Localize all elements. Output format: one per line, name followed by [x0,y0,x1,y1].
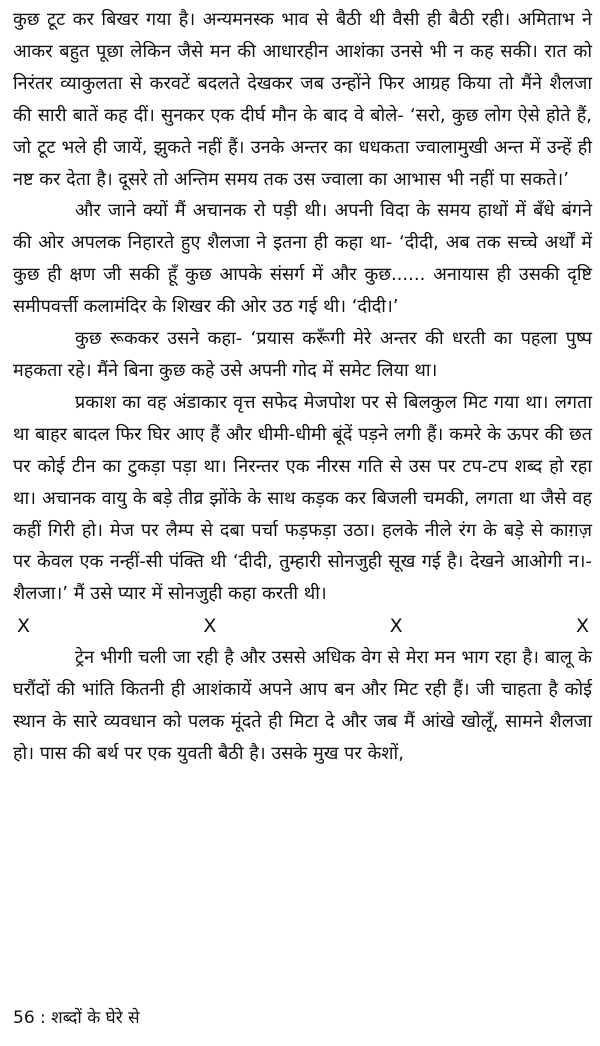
section-separator [13,610,592,642]
separator-mark-3: X [389,615,403,638]
paragraph-4: प्रकाश का वह अंडाकार वृत्त सफेद मेजपोश पर से बिलकुल मिट गया था। लगता था बाहर बादल फिर घिर आए हैं और धीमी-धीमी बूंदें पड़ने लगी हैं। कमरे के ऊपर की छत पर कोई टीन का टुकड़ा पड़ा था। निरन्तर एक नीरस गति से उस पर टप-टप शब्द हो रहा था। अचानक वायु के बड़े तीव्र झोंके के साथ कड़क कर बिजली चमकी, लगता था जैसे वह कहीं गिरी हो। मेज पर लैम्प से दबा पर्चा फड़फड़ा उठा। हलके नीले रंग के बड़े से काग़ज़ पर केवल एक नन्हीं-सी पंक्ति थी ‘दीदी, तुम्हारी सोनजुही सूख गई है। देखने आओगी न।- शैलजा।’ मैं उसे प्यार में सोनजुही कहा करती थी। [13,391,592,605]
separator-mark-4: X [575,615,589,638]
paragraph-5: ट्रेन भीगी चली जा रही है और उससे अधिक वेग से मेरा मन भाग रहा है। बालू के घरौंदों की भांति कितनी ही आशंकायें अपने आप बन और मिट रही हैं। जी चाहता है कोई स्थान के सारे व्यवधान को पलक मूंदते ही मिटा दे और जब मैं आंखे खोलूँ, सामने शैलजा हो। पास की बर्थ पर एक युवती बैठी है। उसके मुख पर केशों, [13,647,592,764]
separator-mark-1: X [17,615,31,638]
paragraph-1: कुछ टूट कर बिखर गया है। अन्यमनस्क भाव से बैठी थी वैसी ही बैठी रही। अमिताभ ने आकर बहुत पूछा लेकिन जैसे मन की आधारहीन आशंका उनसे भी न कह सकी। रात को निरंतर व्याकुलता से करवटें बदलते देखकर जब उन्होंने फिर आग्रह किया तो मैंने शैलजा की सारी बातें कह दीं। सुनकर एक दीर्घ मौन के बाद वे बोले- ‘सरो, कुछ लोग ऐसे होते हैं, जो टूट भले ही जायें, झुकते नहीं हैं। उनके अन्तर का धधकता ज्वालामुखी अन्त में उन्हें ही नष्ट कर देता है। दूसरे तो अन्तिम समय तक उस ज्वाला का आभास भी नहीं पा सकते।’ [13,9,592,190]
page-footer: 56 : शब्दों के घेरे से [13,1008,140,1028]
paragraph-3: कुछ रूककर उसने कहा- ‘प्रयास करूँगी मेरे अन्तर की धरती का पहला पुष्प महकता रहे। मैंने बिना कुछ कहे उसे अपनी गोद में समेट लिया था। [13,328,592,381]
separator-mark-2: X [203,615,217,638]
paragraph-2: और जाने क्यों मैं अचानक रो पड़ी थी। अपनी विदा के समय हाथों में बँधे बंगने की ओर अपलक निहारते हुए शैलजा ने इतना ही कहा था- ‘दीदी, अब तक सच्चे अर्थों में कुछ ही क्षण जी सकी हूँ कुछ आपके संसर्ग में और कुछ...... अनायास ही उसकी दृष्टि समीपवर्त्ती कलामंदिर के शिखर की ओर उठ गई थी। ‘दीदी।’ [13,200,592,318]
